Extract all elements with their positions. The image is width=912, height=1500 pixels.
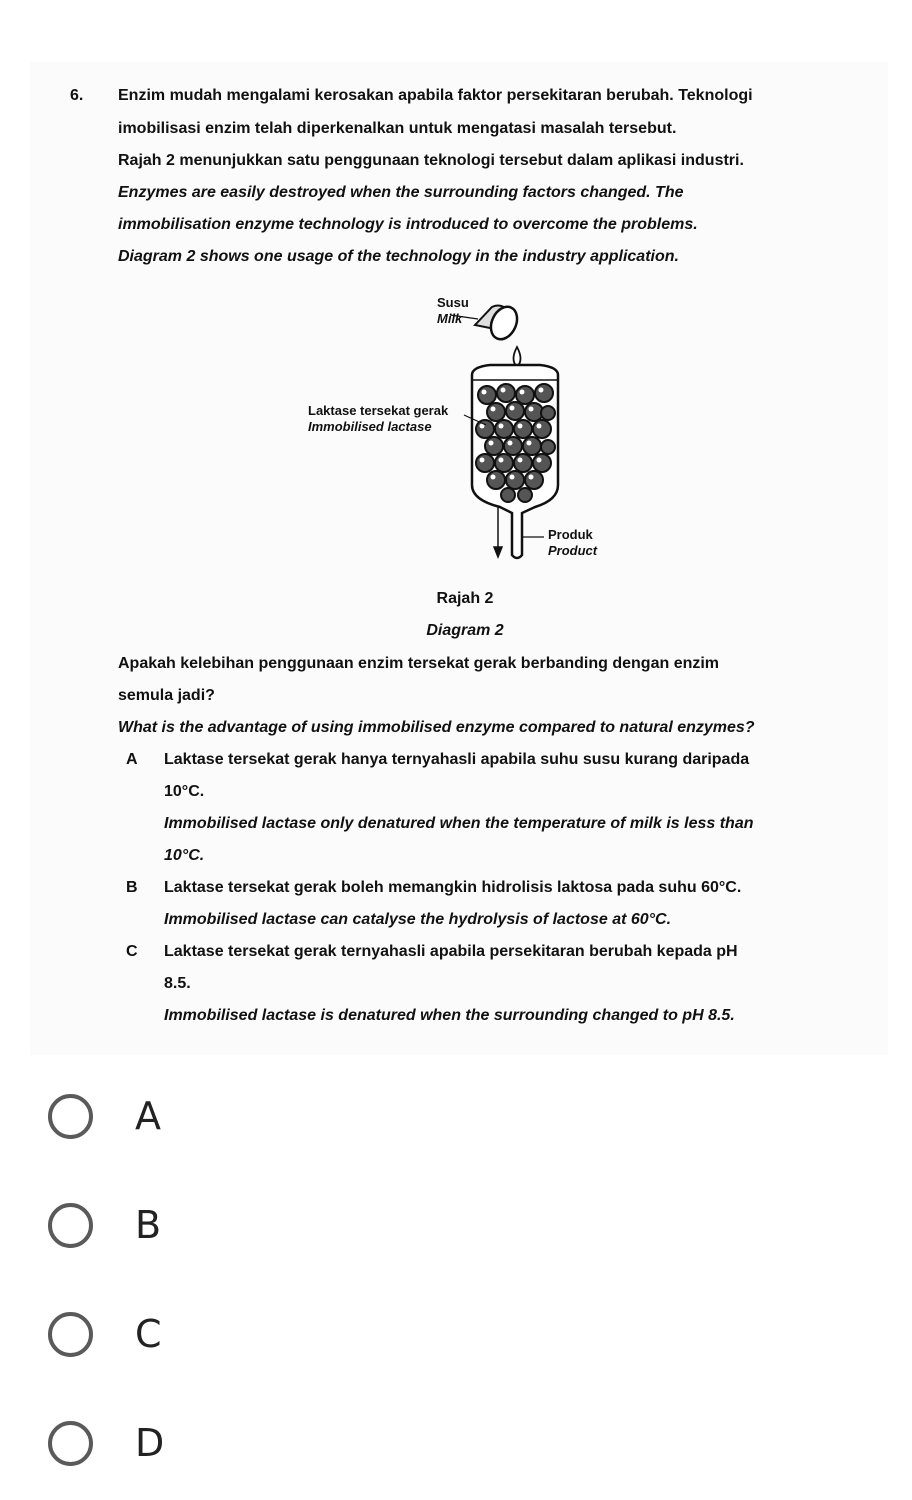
answer-choice-a[interactable] bbox=[48, 1088, 348, 1144]
option-a-english-line-1: Immobilised lactase only denatured when the temperature of milk is less than bbox=[164, 815, 754, 832]
option-c-english: Immobilised lactase is denatured when the surrounding changed to pH 8.5. bbox=[164, 1007, 735, 1024]
intro-malay-line-2: imobilisasi enzim telah diperkenalkan untuk mengatasi masalah tersebut. bbox=[118, 120, 677, 137]
option-b-english: Immobilised lactase can catalyse the hydrolysis of lactose at 60°C. bbox=[164, 911, 672, 928]
product-label-english: Product bbox=[548, 543, 598, 558]
option-a-english-line-2: 10°C. bbox=[164, 847, 205, 864]
lactase-label-malay: Laktase tersekat gerak bbox=[308, 403, 449, 418]
answer-choice-label: A bbox=[135, 1094, 161, 1138]
answer-choice-label: D bbox=[135, 1421, 165, 1465]
radio-button-icon[interactable] bbox=[48, 1203, 93, 1248]
diagram-caption-malay: Rajah 2 bbox=[436, 590, 494, 607]
radio-button-icon[interactable] bbox=[48, 1421, 93, 1466]
milk-label-malay: Susu bbox=[437, 295, 469, 310]
option-a-malay-line-2: 10°C. bbox=[164, 783, 205, 800]
answer-choice-label: B bbox=[135, 1203, 162, 1247]
immobilised-lactase-column-diagram bbox=[430, 285, 610, 570]
ask-malay-line-2: semula jadi? bbox=[118, 687, 215, 704]
answer-choice-d[interactable] bbox=[48, 1415, 348, 1471]
lactase-label-english: Immobilised lactase bbox=[308, 419, 432, 434]
option-c-malay-line-2: 8.5. bbox=[164, 975, 191, 992]
answer-choice-c[interactable] bbox=[48, 1306, 348, 1362]
flow-arrow-icon bbox=[494, 507, 502, 557]
intro-english-line-2: immobilisation enzyme technology is introduced to overcome the problems. bbox=[118, 216, 698, 233]
ask-malay-line-1: Apakah kelebihan penggunaan enzim tersekat gerak berbanding dengan enzim bbox=[118, 655, 720, 672]
option-c-letter: C bbox=[126, 943, 138, 960]
radio-button-icon[interactable] bbox=[48, 1094, 93, 1139]
ask-english: What is the advantage of using immobilised enzyme compared to natural enzymes? bbox=[118, 719, 755, 736]
radio-button-icon[interactable] bbox=[48, 1312, 93, 1357]
question-number: 6. bbox=[70, 87, 84, 104]
answer-choice-label: C bbox=[135, 1312, 162, 1356]
product-label-malay: Produk bbox=[548, 527, 593, 542]
option-a-malay-line-1: Laktase tersekat gerak hanya ternyahasli apabila suhu susu kurang daripada bbox=[164, 751, 750, 768]
intro-malay-line-3: Rajah 2 menunjukkan satu penggunaan teknologi tersebut dalam aplikasi industri. bbox=[118, 152, 744, 169]
option-b-letter: B bbox=[126, 879, 138, 896]
intro-english-line-1: Enzymes are easily destroyed when the surrounding factors changed. The bbox=[118, 184, 684, 201]
milk-label-english: Milk bbox=[437, 311, 463, 326]
answer-choice-b[interactable] bbox=[48, 1197, 348, 1253]
option-c-malay-line-1: Laktase tersekat gerak ternyahasli apabila persekitaran berubah kepada pH bbox=[164, 943, 738, 960]
diagram-caption-english: Diagram 2 bbox=[426, 622, 504, 639]
intro-malay-line-1: Enzim mudah mengalami kerosakan apabila faktor persekitaran berubah. Teknologi bbox=[118, 87, 753, 104]
option-a-letter: A bbox=[126, 751, 138, 768]
milk-bottle-icon bbox=[450, 303, 522, 344]
intro-english-line-3: Diagram 2 shows one usage of the technology in the industry application. bbox=[118, 248, 679, 265]
option-b-malay: Laktase tersekat gerak boleh memangkin hidrolisis laktosa pada suhu 60°C. bbox=[164, 879, 742, 896]
